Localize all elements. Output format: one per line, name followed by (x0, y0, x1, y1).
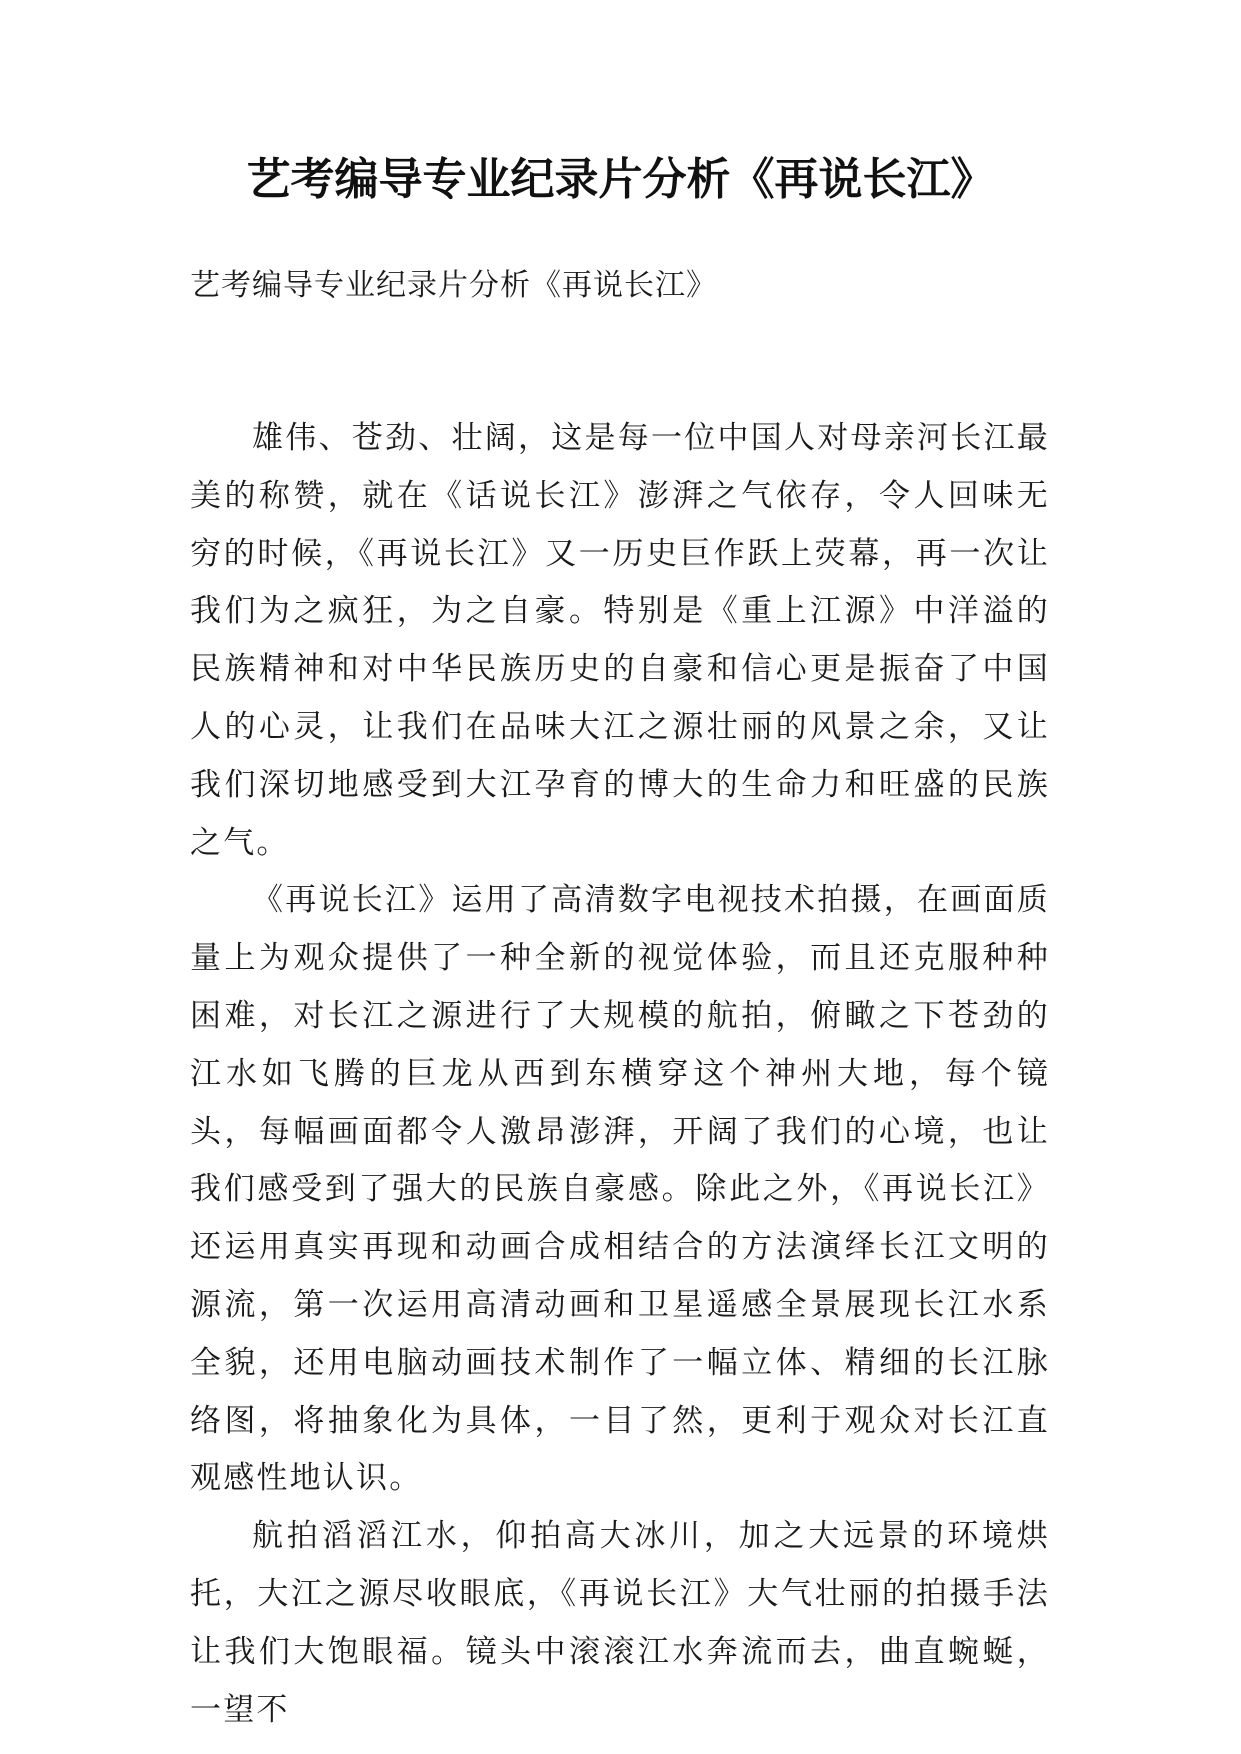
document-subtitle: 艺考编导专业纪录片分析《再说长江》 (190, 268, 717, 303)
body-paragraph: 雄伟、苍劲、壮阔，这是每一位中国人对母亲河长江最美的称赞，就在《话说长江》澎湃之气依存，令人回味无穷的时候，《再说长江》又一历史巨作跃上荧幕，再一次让我们为之疯狂，为之自豪。特别是《重上江源》中洋溢的民族精神和对中华民族历史的自豪和信心更是振奋了中国人的心灵，让我们在品味大江之源壮丽的风景之余，又让我们深切地感受到大江孕育的博大的生命力和旺盛的民族之气。 (190, 420, 1050, 861)
document-title: 艺考编导专业纪录片分析《再说长江》 (246, 154, 995, 205)
body-paragraph: 航拍滔滔江水，仰拍高大冰川，加之大远景的环境烘托，大江之源尽收眼底，《再说长江》大气壮丽的拍摄手法让我们大饱眼福。镜头中滚滚江水奔流而去，曲直蜿蜒，一望不 (190, 1518, 1050, 1728)
document-body (190, 410, 1050, 1739)
body-paragraph: 《再说长江》运用了高清数字电视技术拍摄，在画面质量上为观众提供了一种全新的视觉体验，而且还克服种种困难，对长江之源进行了大规模的航拍，俯瞰之下苍劲的江水如飞腾的巨龙从西到东横穿这个神州大地，每个镜头，每幅画面都令人激昂澎湃，开阔了我们的心境，也让我们感受到了强大的民族自豪感。除此之外，《再说长江》还运用真实再现和动画合成相结合的方法演绎长江文明的源流，第一次运用高清动画和卫星遥感全景展现长江水系全貌，还用电脑动画技术制作了一幅立体、精细的长江脉络图，将抽象化为具体，一目了然，更利于观众对长江直观感性地认识。 (190, 882, 1050, 1497)
